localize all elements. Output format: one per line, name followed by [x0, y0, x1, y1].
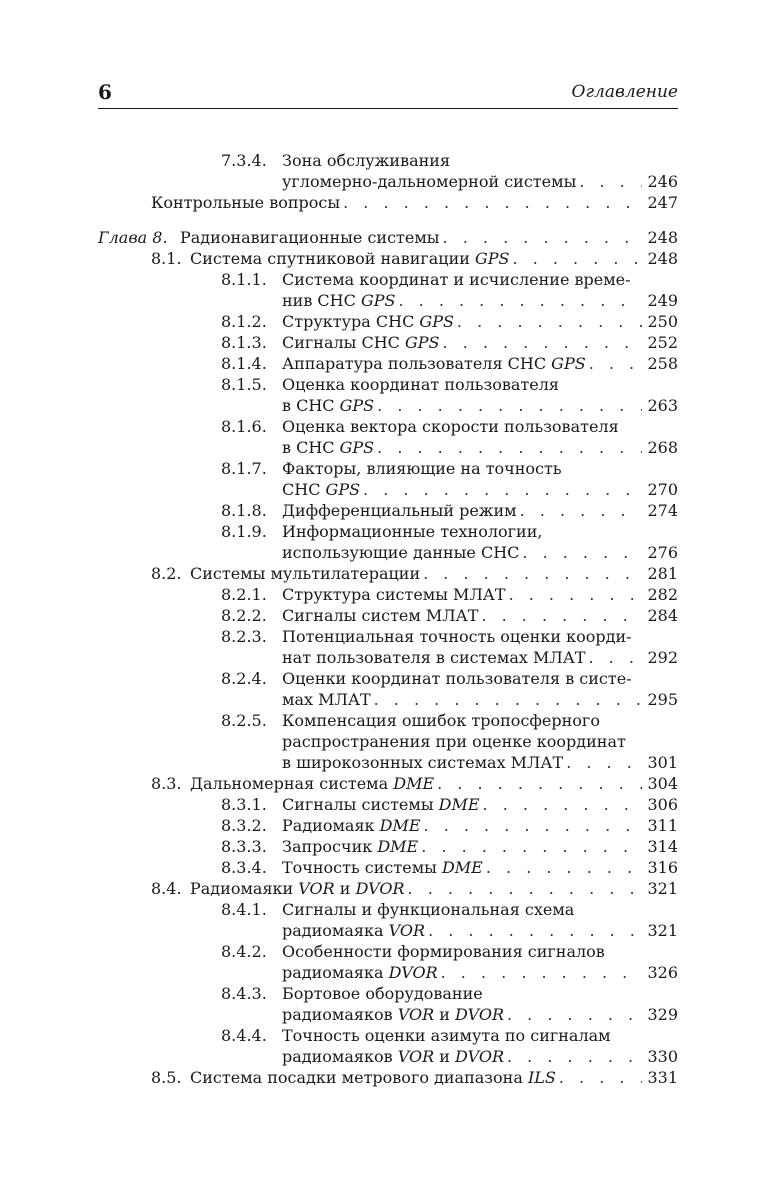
system-abbreviation: ILS — [527, 1068, 556, 1087]
title-text: радиомаяков — [282, 1005, 398, 1024]
toc-page-number: 321 — [647, 921, 678, 940]
toc-entry[interactable] — [282, 815, 678, 836]
toc-page-number: 292 — [647, 648, 678, 667]
toc-entry[interactable] — [282, 1025, 678, 1067]
system-abbreviation: DME — [379, 816, 421, 835]
page-number: 6 — [98, 80, 112, 104]
toc-entry[interactable] — [282, 605, 678, 626]
toc-entry-title-line: Система координат и исчисление време- — [282, 270, 631, 289]
dot-leader — [420, 563, 642, 584]
dot-leader — [454, 311, 642, 332]
system-abbreviation: DME — [438, 795, 480, 814]
title-text: СНС — [282, 480, 326, 499]
toc-page-number: 295 — [647, 690, 678, 709]
toc-page-number: 304 — [647, 774, 678, 793]
toc-entry-title-line: Потенциальная точность оценки коорди- — [282, 627, 632, 646]
dot-leader — [425, 920, 642, 941]
dot-leader — [510, 248, 642, 269]
toc-entry-title-line: Оценка координат пользователя — [282, 375, 559, 394]
toc-entry-title — [282, 857, 483, 878]
toc-entry-title — [190, 878, 405, 899]
toc-entry-title — [282, 311, 454, 332]
title-text: Радиомаяк — [282, 816, 380, 835]
title-text: мах МЛАТ — [282, 690, 371, 709]
title-text: нат пользователя в системах МЛАТ — [282, 648, 586, 667]
title-text: Сигналы системы — [282, 795, 439, 814]
dot-leader — [517, 500, 642, 521]
title-text: нив СНС — [282, 291, 361, 310]
toc-entry-title — [282, 689, 371, 710]
toc-page-number: 326 — [647, 963, 678, 982]
toc-entry[interactable] — [282, 311, 678, 332]
toc-entry-number: 8.3. — [151, 774, 182, 793]
toc-entry-title — [190, 773, 434, 794]
toc-entry-title — [282, 962, 438, 983]
title-text: и — [334, 879, 356, 898]
toc-entry-number: 8.3.4. — [221, 858, 267, 877]
toc-entry[interactable] — [190, 1067, 678, 1088]
toc-entry-title — [282, 794, 480, 815]
title-text: угломерно-дальномерной системы — [282, 172, 577, 191]
toc-page-number: 263 — [647, 396, 678, 415]
toc-entry-title-line: Особенности формирования сигналов — [282, 942, 605, 961]
toc-entry[interactable] — [151, 192, 678, 213]
toc-entry-title — [282, 395, 374, 416]
toc-page-number: 314 — [647, 837, 678, 856]
toc-page-number: 248 — [647, 228, 678, 247]
toc-entry[interactable] — [282, 626, 678, 668]
toc-entry-title — [282, 290, 395, 311]
toc-entry-number: 8.2.1. — [221, 585, 267, 604]
title-text: Дифференциальный режим — [282, 501, 517, 520]
toc-page-number: 321 — [647, 879, 678, 898]
toc-entry[interactable] — [190, 773, 678, 794]
dot-leader — [586, 353, 642, 374]
toc-page-number: 281 — [647, 564, 678, 583]
system-abbreviation: GPS — [405, 333, 440, 352]
title-text: Радиомаяки — [190, 879, 299, 898]
toc-entry-title — [282, 1004, 504, 1025]
toc-entry-title — [282, 332, 440, 353]
dot-leader — [371, 689, 642, 710]
toc-entry[interactable] — [282, 584, 678, 605]
toc-entry-title — [282, 584, 506, 605]
title-text: Система посадки метрового диапазона — [190, 1068, 528, 1087]
system-abbreviation: VOR — [298, 879, 335, 898]
toc-entry-number: 8.2.2. — [221, 606, 267, 625]
dot-leader — [504, 1004, 642, 1025]
toc-entry[interactable] — [282, 416, 678, 458]
toc-entry-title — [180, 227, 440, 248]
title-text: использующие данные СНС — [282, 543, 520, 562]
toc-entry-number: 8.1.8. — [221, 501, 267, 520]
toc-entry-title — [282, 752, 563, 773]
toc-entry-title — [282, 500, 517, 521]
system-abbreviation: GPS — [475, 249, 510, 268]
title-text: Запросчик — [282, 837, 378, 856]
toc-entry-title-line: Оценка вектора скорости пользователя — [282, 417, 619, 436]
toc-page-number: 274 — [647, 501, 678, 520]
running-title: Оглавление — [571, 82, 678, 102]
system-abbreviation: VOR — [397, 1047, 435, 1066]
dot-leader — [360, 479, 642, 500]
toc-entry-number: 8.1.6. — [221, 417, 267, 436]
toc-entry-number: 8.1. — [151, 249, 182, 268]
toc-entry[interactable] — [282, 353, 678, 374]
dot-leader — [576, 171, 642, 192]
dot-leader — [418, 836, 642, 857]
system-abbreviation: DVOR — [455, 1047, 504, 1066]
title-text: в широкозонных системах МЛАТ — [282, 753, 564, 772]
toc-page-number: 316 — [647, 858, 678, 877]
toc-entry-number: 8.2.3. — [221, 627, 267, 646]
toc-entry[interactable] — [282, 150, 678, 192]
toc-entry-title — [282, 353, 586, 374]
toc-page-number: 246 — [647, 172, 678, 191]
dot-leader — [519, 542, 642, 563]
system-abbreviation: GPS — [419, 312, 454, 331]
toc-page-number: 252 — [647, 333, 678, 352]
title-text: радиомаяков — [282, 1047, 398, 1066]
title-text: Сигналы систем МЛАТ — [282, 606, 479, 625]
toc-page-number: 270 — [647, 480, 678, 499]
toc-entry-number: 8.1.1. — [221, 270, 267, 289]
system-abbreviation: GPS — [325, 480, 361, 499]
toc-entry-title — [282, 647, 586, 668]
toc-entry-title-line: Информационные технологии, — [282, 522, 543, 541]
title-text: Структура системы МЛАТ — [282, 585, 506, 604]
title-text: Контрольные вопросы — [151, 193, 341, 212]
toc-entry[interactable] — [282, 500, 678, 521]
toc-page-number: 301 — [647, 753, 678, 772]
toc-entry[interactable] — [180, 227, 678, 248]
toc-entry[interactable] — [190, 878, 678, 899]
toc-page-number: 331 — [647, 1068, 678, 1087]
toc-entry-title-line: Компенсация ошибок тропосферного — [282, 711, 600, 730]
system-abbreviation: DME — [377, 837, 419, 856]
toc-entry[interactable] — [282, 668, 678, 710]
title-text: в СНС — [282, 396, 340, 415]
toc-entry[interactable] — [282, 710, 678, 773]
toc-page-number: 330 — [647, 1047, 678, 1066]
toc-entry-number: 8.4.4. — [221, 1026, 267, 1045]
title-text: Аппаратура пользователя СНС — [282, 354, 552, 373]
toc-entry[interactable] — [282, 836, 678, 857]
dot-leader — [374, 437, 642, 458]
dot-leader — [563, 752, 642, 773]
toc-entry-title-line: Зона обслуживания — [282, 151, 451, 170]
toc-entry-number: 8.1.3. — [221, 333, 267, 352]
toc-entry-number: 8.3.1. — [221, 795, 267, 814]
title-text: радиомаяка — [282, 963, 389, 982]
toc-entry-number: 8.2.4. — [221, 669, 267, 688]
system-abbreviation: GPS — [339, 438, 375, 457]
system-abbreviation: GPS — [551, 354, 586, 373]
title-text: Системы мультилатерации — [190, 564, 421, 583]
toc-page-number: 276 — [647, 543, 678, 562]
toc-entry[interactable] — [282, 899, 678, 941]
dot-leader — [434, 773, 642, 794]
toc-page-number: 250 — [647, 312, 678, 331]
dot-leader — [506, 584, 642, 605]
toc-entry-number: 7.3.4. — [221, 151, 267, 170]
toc-page-number: 311 — [647, 816, 678, 835]
title-text: в СНС — [282, 438, 340, 457]
toc-page-number: 282 — [647, 585, 678, 604]
toc-page-number: 247 — [647, 193, 678, 212]
toc-entry-title — [282, 479, 360, 500]
toc-entry[interactable] — [282, 794, 678, 815]
toc-entry[interactable] — [282, 521, 678, 563]
title-text: Структура СНС — [282, 312, 420, 331]
toc-page-number: 268 — [647, 438, 678, 457]
toc-entry-title — [282, 836, 418, 857]
system-abbreviation: GPS — [360, 291, 396, 310]
toc-entry[interactable] — [282, 332, 678, 353]
system-abbreviation: VOR — [397, 1005, 435, 1024]
dot-leader — [405, 878, 642, 899]
dot-leader — [395, 290, 642, 311]
toc-page-number: 249 — [647, 291, 678, 310]
system-abbreviation: DME — [441, 858, 483, 877]
toc-entry-title-line: распространения при оценке координат — [282, 732, 626, 751]
dot-leader — [438, 962, 642, 983]
dot-leader — [478, 605, 642, 626]
toc-page-number: 329 — [647, 1005, 678, 1024]
title-text: и — [434, 1005, 456, 1024]
dot-leader — [504, 1046, 642, 1067]
toc-entry-title — [190, 563, 420, 584]
toc-page-number: 258 — [647, 354, 678, 373]
toc-entry-title-line: Оценки координат пользователя в систе- — [282, 669, 632, 688]
toc-page-number: 306 — [647, 795, 678, 814]
toc-entry-title-line: Сигналы и функциональная схема — [282, 900, 575, 919]
system-abbreviation: GPS — [339, 396, 375, 415]
toc-entry-number: 8.1.9. — [221, 522, 267, 541]
toc-entry-number: 8.4. — [151, 879, 182, 898]
toc-entry-number: 8.1.7. — [221, 459, 267, 478]
toc-entry-title-line: Бортовое оборудование — [282, 984, 483, 1003]
system-abbreviation: DVOR — [455, 1005, 504, 1024]
title-text: Точность системы — [282, 858, 442, 877]
title-text: Система спутниковой навигации — [190, 249, 475, 268]
toc-entry-number: 8.4.3. — [221, 984, 267, 1003]
system-abbreviation: DVOR — [388, 963, 438, 982]
dot-leader — [440, 332, 642, 353]
toc-entry-number: 8.1.5. — [221, 375, 267, 394]
title-text: и — [434, 1047, 456, 1066]
toc-entry-title — [282, 1046, 504, 1067]
title-text: Радионавигационные системы — [180, 228, 440, 247]
toc-entry[interactable] — [282, 374, 678, 416]
dot-leader — [480, 794, 642, 815]
title-text: Сигналы СНС — [282, 333, 405, 352]
toc-entry-title — [282, 171, 576, 192]
toc-entry[interactable] — [282, 983, 678, 1025]
system-abbreviation: DME — [393, 774, 435, 793]
toc-entry-number: 8.5. — [151, 1068, 182, 1087]
toc-entry-number: 8.4.2. — [221, 942, 267, 961]
toc-entry-title — [282, 437, 374, 458]
title-text: радиомаяка — [282, 921, 389, 940]
toc-entry[interactable] — [282, 857, 678, 878]
dot-leader — [374, 395, 642, 416]
dot-leader — [586, 647, 643, 668]
toc-entry[interactable] — [190, 563, 678, 584]
toc-entry[interactable] — [282, 269, 678, 311]
toc-entry-title — [190, 1067, 556, 1088]
toc-entry-number: 8.1.2. — [221, 312, 267, 331]
toc-page-number: 284 — [647, 606, 678, 625]
dot-leader — [556, 1067, 642, 1088]
toc-entry-title — [282, 605, 478, 626]
toc-entry[interactable] — [282, 941, 678, 983]
toc-entry-number: 8.1.4. — [221, 354, 267, 373]
toc-entry-title — [282, 542, 519, 563]
toc-page-number: 248 — [647, 249, 678, 268]
dot-leader — [421, 815, 642, 836]
toc-entry-number: 8.4.1. — [221, 900, 267, 919]
toc-entry-title — [190, 248, 510, 269]
title-text: Дальномерная система — [190, 774, 394, 793]
dot-leader — [440, 227, 642, 248]
system-abbreviation: DVOR — [355, 879, 405, 898]
toc-entry-title — [282, 920, 425, 941]
toc-entry-number: 8.2.5. — [221, 711, 267, 730]
system-abbreviation: VOR — [388, 921, 426, 940]
dot-leader — [483, 857, 642, 878]
toc-entry-title — [282, 815, 421, 836]
toc-entry[interactable] — [282, 458, 678, 500]
toc-entry[interactable] — [190, 248, 678, 269]
toc-entry-title-line: Факторы, влияющие на точность — [282, 459, 562, 478]
toc-entry-title — [151, 192, 340, 213]
toc-entry-number: 8.2. — [151, 564, 182, 583]
toc-entry-number: 8.3.3. — [221, 837, 267, 856]
toc-entry-title-line: Точность оценки азимута по сигналам — [282, 1026, 611, 1045]
toc-entry-number: 8.3.2. — [221, 816, 267, 835]
page-header — [98, 78, 678, 109]
dot-leader — [340, 192, 642, 213]
toc-entry-number: Глава 8. — [98, 228, 168, 247]
